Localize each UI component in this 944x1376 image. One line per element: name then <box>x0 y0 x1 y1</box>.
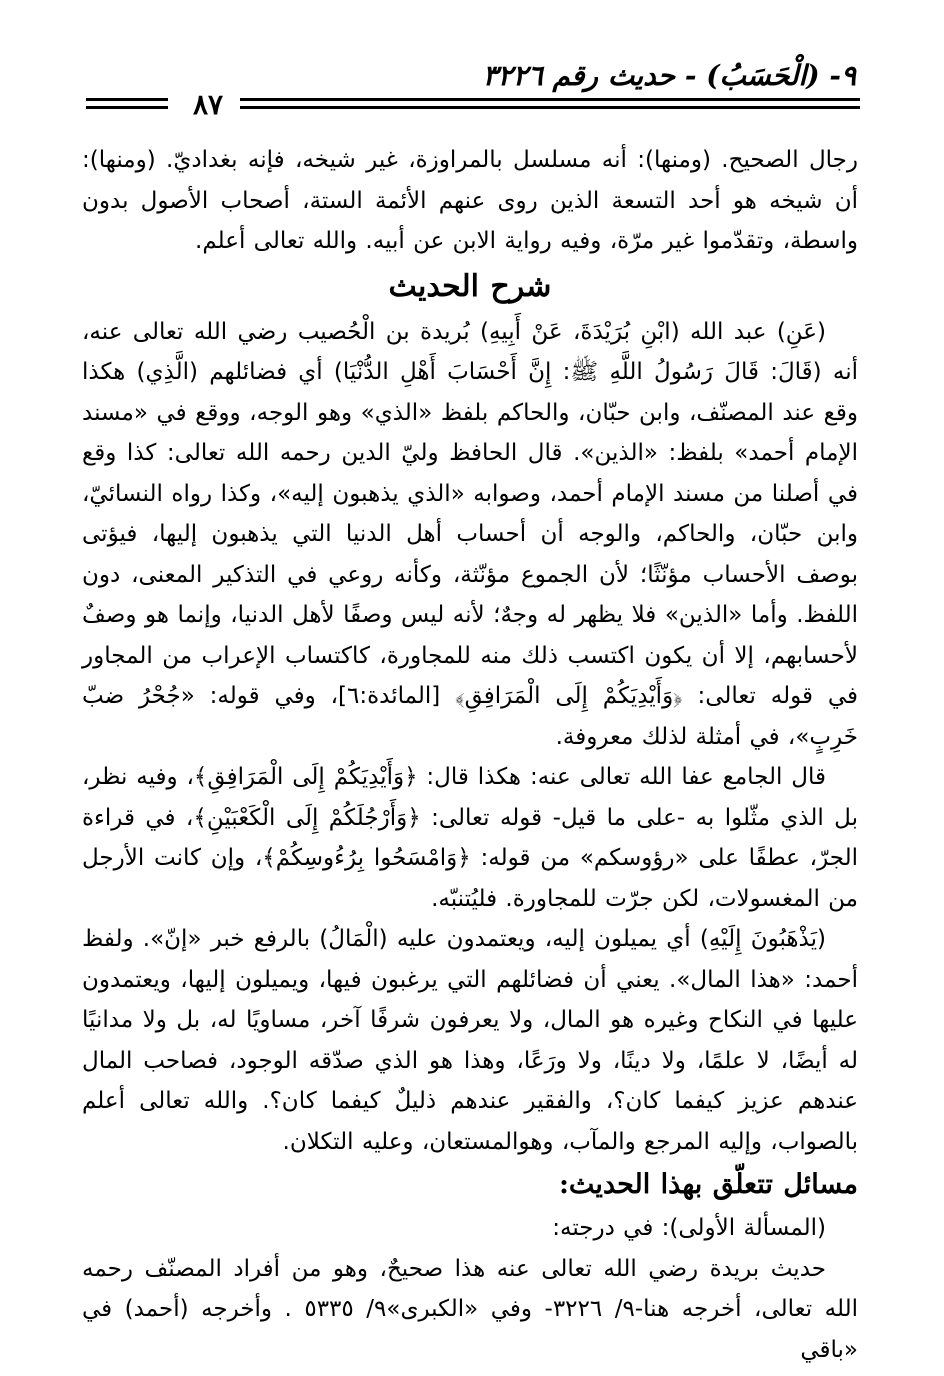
header-rule-short-lower <box>86 106 168 109</box>
sharh-heading: شرح الحديث <box>388 268 552 304</box>
header-rule-long-lower <box>240 106 860 109</box>
header-rule-short <box>86 98 168 101</box>
header-rule-long <box>240 98 860 101</box>
sharh-paragraph-3: (يَذْهَبُونَ إِلَيْهِ) أي يميلون إليه، ويعتمدون عليه (الْمَالُ) بالرفع خبر «إنّ». ولفظ أحمد: «هذا المال». يعني أن فضائلهم التي يرغبون فيها، ويميلون إليها، ويعتمدون عليها في النكاح وغيره هو المال، ولا يعرفون شرفًا آخر، مساويًا له، بل ولا مدانيًا له أيضًا، لا علمًا، ولا دينًا، ولا ورَعًا، وهذا هو الذي صدّقه الوجود، فصاحب المال عندهم عزيز كيفما كان؟، والفقير عندهم ذليلٌ كيفما كان؟. والله تعالى أعلم بالصواب، وإليه المرجع والمآب، وهوالمستعان، وعليه التكلان. <box>82 926 858 1155</box>
sharh-paragraph-1: (عَنِ) عبد الله (ابْنِ بُرَيْدَةَ، عَنْ أَبِيهِ) بُريدة بن الْحُصيب رضي الله تعالى عنه، أنه (قَالَ: قَالَ رَسُولُ اللَّهِ ﷺ: إِنَّ أَحْسَابَ أَهْلِ الدُّنْيَا) أي فضائلهم (الَّذِي) هكذا وقع عند المصنّف، وابن حبّان، والحاكم بلفظ «الذي» وهو الوجه، ووقع في «مسند الإمام أحمد» بلفظ: «الذين». قال الحافظ وليّ الدين رحمه الله تعالى: كذا وقع في أصلنا من مسند الإمام أحمد، وصوابه «الذي يذهبون إليه»، وكذا رواه النسائيّ، وابن حبّان، والحاكم، والوجه أن أحساب أهل الدنيا التي يذهبون إليها، فيؤتى بوصف الأحساب مؤنّثًا؛ لأن الجموع مؤنّثة، وكأنه روعي في التذكير المعنى، دون اللفظ. وأما «الذين» فلا يظهر له وجهٌ؛ لأنه ليس وصفًا لأهل الدنيا، وإنما هو وصفٌ لأحسابهم، إلا أن يكون اكتسب ذلك منه للمجاورة، كاكتساب الإعراب من المجاور في قوله تعالى: ﴿وَأَيْدِيَكُمْ إِلَى الْمَرَافِقِ﴾ [المائدة:٦]، وفي قوله: «جُحْرُ ضبّ خَرِبٍ»، في أمثلة لذلك معروفة. <box>82 318 858 750</box>
masala-1-title: (المسألة الأولى): في درجته: <box>552 1215 826 1241</box>
intro-paragraph: رجال الصحيح. (ومنها): أنه مسلسل بالمراوزة، غير شيخه، فإنه بغداديّ. (ومنها): أن شيخه هو أحد التسعة الذين روى عنهم الأئمة الستة، أصحاب الأصول بدون واسطة، وتقدّموا غير مرّة، وفيه رواية الابن عن أبيه. والله تعالى أعلم. <box>82 147 858 254</box>
masail-heading: مسائل تتعلّق بهذا الحديث: <box>558 1169 858 1200</box>
sharh-paragraph-2: قال الجامع عفا الله تعالى عنه: هكذا قال: ﴿وَأَيْدِيَكُمْ إِلَى الْمَرَافِقِ﴾، وفيه نظر، بل الذي مثّلوا به -على ما قيل- قوله تعالى: ﴿وَأَرْجُلَكُمْ إِلَى الْكَعْبَيْنِ﴾، في قراءة الجرّ، عطفًا على «رؤوسكم» من قوله: ﴿وَامْسَحُوا بِرُءُوسِكُمْ﴾، وإن كانت الأرجل من المغسولات، لكن جرّت للمجاورة. فليُتنبّه. <box>82 764 858 912</box>
masala-1-text: حديث بريدة رضي الله تعالى عنه هذا صحيحٌ، وهو من أفراد المصنّف رحمه الله تعالى، أخرجه هنا-٩/ ٣٢٢٦- وفي «الكبرى»٩/ ٥٣٣٥ . وأخرجه (أحمد) في «باقي <box>82 1255 858 1363</box>
page-body <box>82 140 858 1370</box>
page-number: ٨٧ <box>192 88 224 121</box>
running-title: ٩- (الْحَسَبُ) - حديث رقم ٣٢٢٦ <box>482 59 856 92</box>
